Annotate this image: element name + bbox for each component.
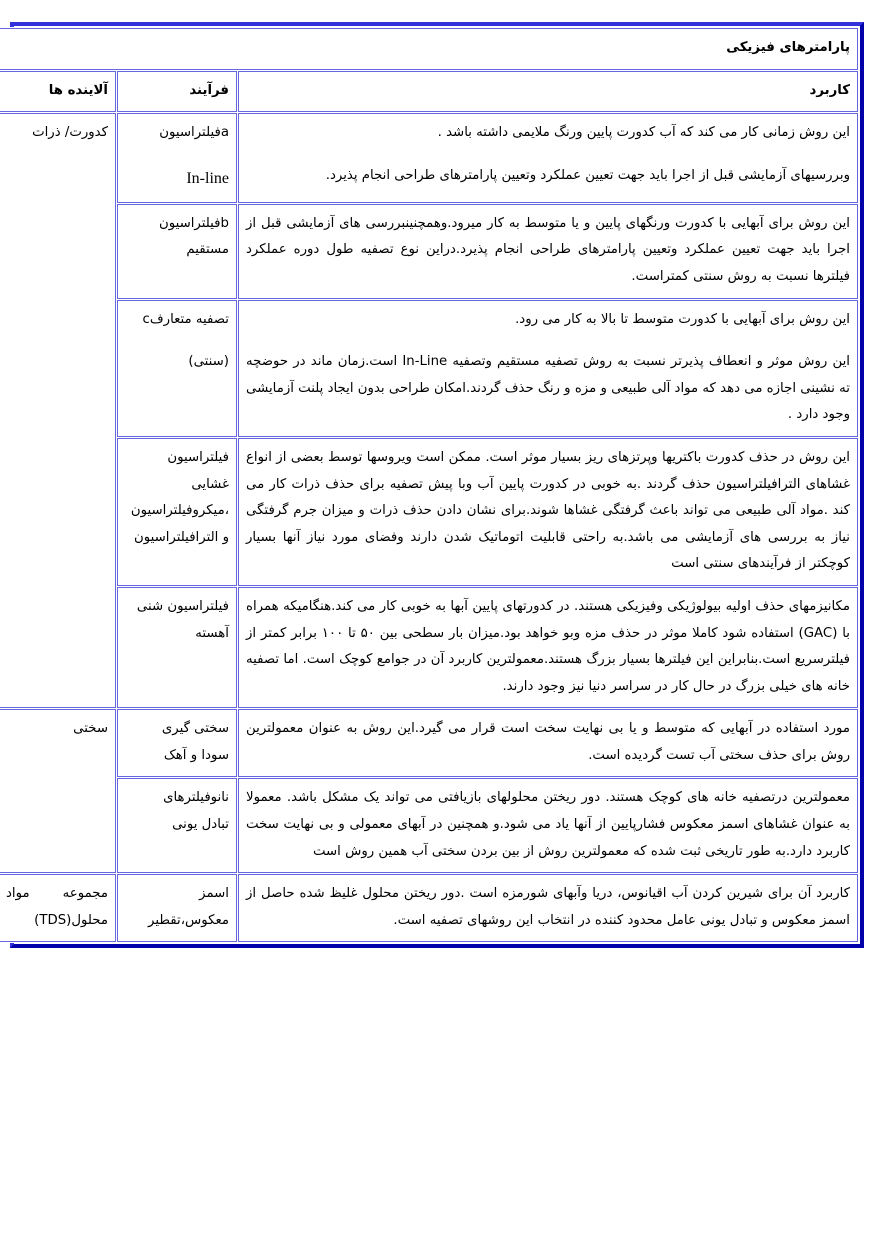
cell-process xyxy=(117,778,237,873)
process-line: In-line xyxy=(186,169,229,187)
cell-process xyxy=(117,709,237,777)
physical-parameters-table xyxy=(0,27,859,943)
usage-paragraph: این روش زمانی کار می کند که آب کدورت پایین ورنگ ملایمی داشته باشد . xyxy=(437,125,850,141)
process-line: فیلتراسیون xyxy=(167,449,229,465)
table-row xyxy=(0,113,858,203)
usage-paragraph: معمولترین درتصفیه خانه های کوچک هستند. دور ریختن محلولهای بازیافتی می تواند یک مشکل باشد. معمولا به عنوان غشاهای اسمز معکوس فشارپایین از آنها یاد می شود.و همچنین در آبهای معمولی و بی نهایت سخت کاربرد دارد.به طور تاریخی ثبت شده که معمولترین روش از بین بردن سختی آب همین روش است xyxy=(246,790,850,859)
cell-pollutant: مجموعه مواد محلول(TDS) xyxy=(0,874,116,942)
table-row xyxy=(0,778,858,873)
cell-process xyxy=(117,587,237,708)
usage-paragraph: وبررسیهای آزمایشی قبل از اجرا باید جهت تعیین عملکرد وتعیین پارامترهای طراحی انجام پذیرد. xyxy=(325,167,850,183)
usage-paragraph: این روش موثر و انعطاف پذیرتر نسبت به روش تصفیه مستقیم وتصفیه In-Line است.زمان ماند در حوضچه ته نشینی اجازه می دهد که مواد آلی طبیعی و مزه و رنگ حذف گردند.امکان طراحی بدون ایجاد پلنت آزمایشی وجود دارد . xyxy=(246,354,850,423)
usage-paragraph: کاربرد آن برای شیرین کردن آب اقیانوس، دریا وآبهای شورمزه است .دور ریختن محلول غلیظ شده حاصل از اسمز معکوس و تبادل یونی عامل محدود کننده در انتخاب این روشهای تصفیه است. xyxy=(246,886,850,928)
cell-process xyxy=(117,204,237,299)
usage-paragraph: مورد استفاده در آبهایی که متوسط و یا بی نهایت سخت است قرار می گیرد.این روش به عنوان معمولترین روش برای حذف سختی آب تست گردیده است. xyxy=(246,721,850,763)
process-spacer xyxy=(125,147,229,163)
process-spacer xyxy=(125,333,229,349)
cell-usage xyxy=(238,709,858,777)
process-line: آهسته xyxy=(195,625,229,641)
process-line: مستقیم xyxy=(186,242,229,258)
table-row xyxy=(0,587,858,708)
table-row xyxy=(0,300,858,437)
cell-pollutant: سختی xyxy=(0,709,116,873)
table-row xyxy=(0,204,858,299)
table-title: پارامترهای فیزیکی xyxy=(0,28,858,70)
column-header-pollutant: آلاینده ها xyxy=(0,71,116,113)
process-line: تصفیه متعارفc xyxy=(142,311,229,327)
process-line: (سنتی) xyxy=(188,354,229,370)
table-row xyxy=(0,874,858,942)
process-line: معکوس،تقطیر xyxy=(148,912,229,928)
cell-usage xyxy=(238,874,858,942)
process-line: و الترافیلتراسیون xyxy=(133,529,229,545)
cell-pollutant: کدورت/ ذرات xyxy=(0,113,116,708)
usage-paragraph: مکانیزمهای حذف اولیه بیولوژیکی وفیزیکی هستند. در کدورتهای پایین آبها به خوبی کار می کند.هنگامیکه همراه با (GAC) استفاده شود کاملا موثر در حذف مزه وبو خواهد بود.میزان بار سطحی بین ۵۰ تا ۱۰۰ برابر کمتر از فیلترسریع است.بنابراین این فیلترها بسیار بزرگ هستند.معمولترین کاربرد آن در جوامع کوچک است. اما تصفیه خانه های خیلی بزرگ در حال کار در سراسر دنیا نیز وجود دارند. xyxy=(246,598,850,694)
usage-paragraph: این روش برای آبهایی با کدورت ورنگهای پایین و یا متوسط به کار میرود.وهمچنینبررسی های آزمایشی قبل از اجرا باید جهت تعیین عملکرد وتعیین پارامترهای طراحی انجام پذیرد.دراین نوع تصفیه طول دوره عملکرد فیلترها نسبت به روش سنتی کمتراست. xyxy=(246,215,850,284)
cell-process xyxy=(117,300,237,437)
cell-process xyxy=(117,113,237,203)
table-header-row xyxy=(0,71,858,113)
process-line: اسمز xyxy=(199,886,229,902)
usage-paragraph: این روش برای آبهایی با کدورت متوسط تا بالا به کار می رود. xyxy=(515,311,850,327)
process-line: سودا و آهک xyxy=(163,747,229,763)
cell-usage xyxy=(238,778,858,873)
cell-usage xyxy=(238,113,858,203)
table-body xyxy=(0,28,858,942)
usage-paragraph: این روش در حذف کدورت باکتریها وپرتزهای ریز بسیار موثر است. ممکن است ویروسها توسط بعضی از انواع غشاهای الترافیلتراسیون حذف گردند .به خوبی در کدورت پایین آب وبا پیش تصفیه برای حذف ذرات کار می کند .مواد آلی طبیعی می تواند باعث گرفتگی غشاها شوند.برای نشان دادن حذف ذرات و میزان جرم گرفتگی نیاز به بررسی های آزمایشی می باشد.به راحتی قابلیت اتوماتیک شدن دارند وفضای مورد نیاز آنها بسیار کوچکتر از فرآیندهای سنتی است xyxy=(246,449,850,572)
process-line: نانوفیلترهای xyxy=(163,790,229,806)
process-line: ،میکروفیلتراسیون xyxy=(130,503,229,519)
process-line: سختی گیری xyxy=(161,721,229,737)
cell-usage xyxy=(238,204,858,299)
cell-process xyxy=(117,874,237,942)
process-line: غشایی xyxy=(191,476,229,492)
table-title-row xyxy=(0,28,858,70)
table-row xyxy=(0,438,858,586)
cell-usage xyxy=(238,438,858,586)
table-row xyxy=(0,709,858,777)
table-outer-frame xyxy=(5,22,864,948)
column-header-usage: کاربرد xyxy=(238,71,858,113)
process-line: فیلتراسیون شنی xyxy=(136,598,229,614)
cell-usage xyxy=(238,587,858,708)
column-header-process: فرآیند xyxy=(117,71,237,113)
cell-process xyxy=(117,438,237,586)
cell-usage xyxy=(238,300,858,437)
process-line: aفیلتراسیون xyxy=(159,125,229,141)
process-line: تبادل یونی xyxy=(172,817,229,833)
process-line: bفیلتراسیون xyxy=(158,215,229,231)
